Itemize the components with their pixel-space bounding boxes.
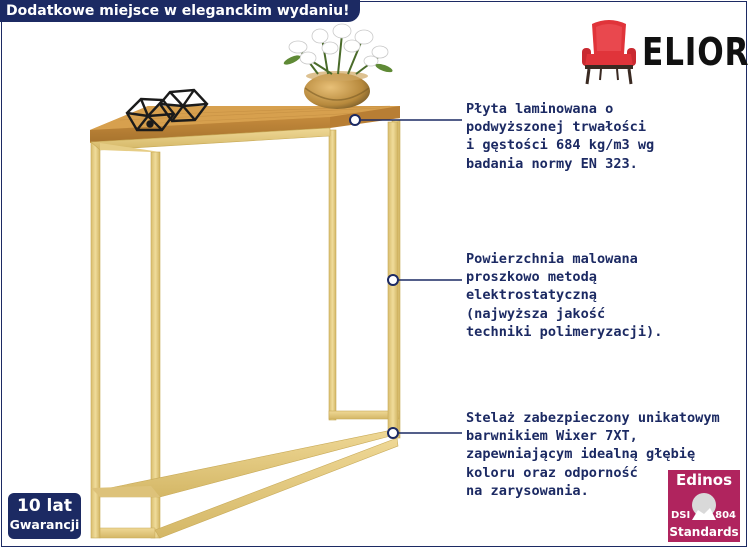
callout-connectors [350,115,462,438]
promo-banner: Dodatkowe miejsce w eleganckim wydaniu! [0,0,360,22]
warranty-label: Gwarancji [9,517,80,532]
certificate-name: Edinos [675,471,733,489]
certificate-badge [668,470,740,542]
warranty-years: 10 lat [16,496,72,516]
certificate-dsi: DSI [671,510,691,521]
warranty-badge [8,493,81,539]
flower-bowl [283,24,394,109]
table-frame-front [91,122,398,538]
callout-frame-protection: Stelaż zabezpieczony unikatowym barwnikiem Wixer 7XT, zapewniającym idealną głębię koloru oraz odporność na zarysowania. [466,410,720,499]
brand-name: ELIOR [642,30,750,74]
callout-laminated-board: Płyta laminowana o podwyższonej trwałości i gęstości 684 kg/m3 wg badania normy EN 323. [466,101,655,172]
certificate-standards: Standards [669,525,739,539]
certificate-number: 804 [715,510,736,521]
callout-powder-coating: Powierzchnia malowana proszkowo metodą elektrostatyczną (najwyższa jakość techniki polimeryzacji). [466,251,663,340]
